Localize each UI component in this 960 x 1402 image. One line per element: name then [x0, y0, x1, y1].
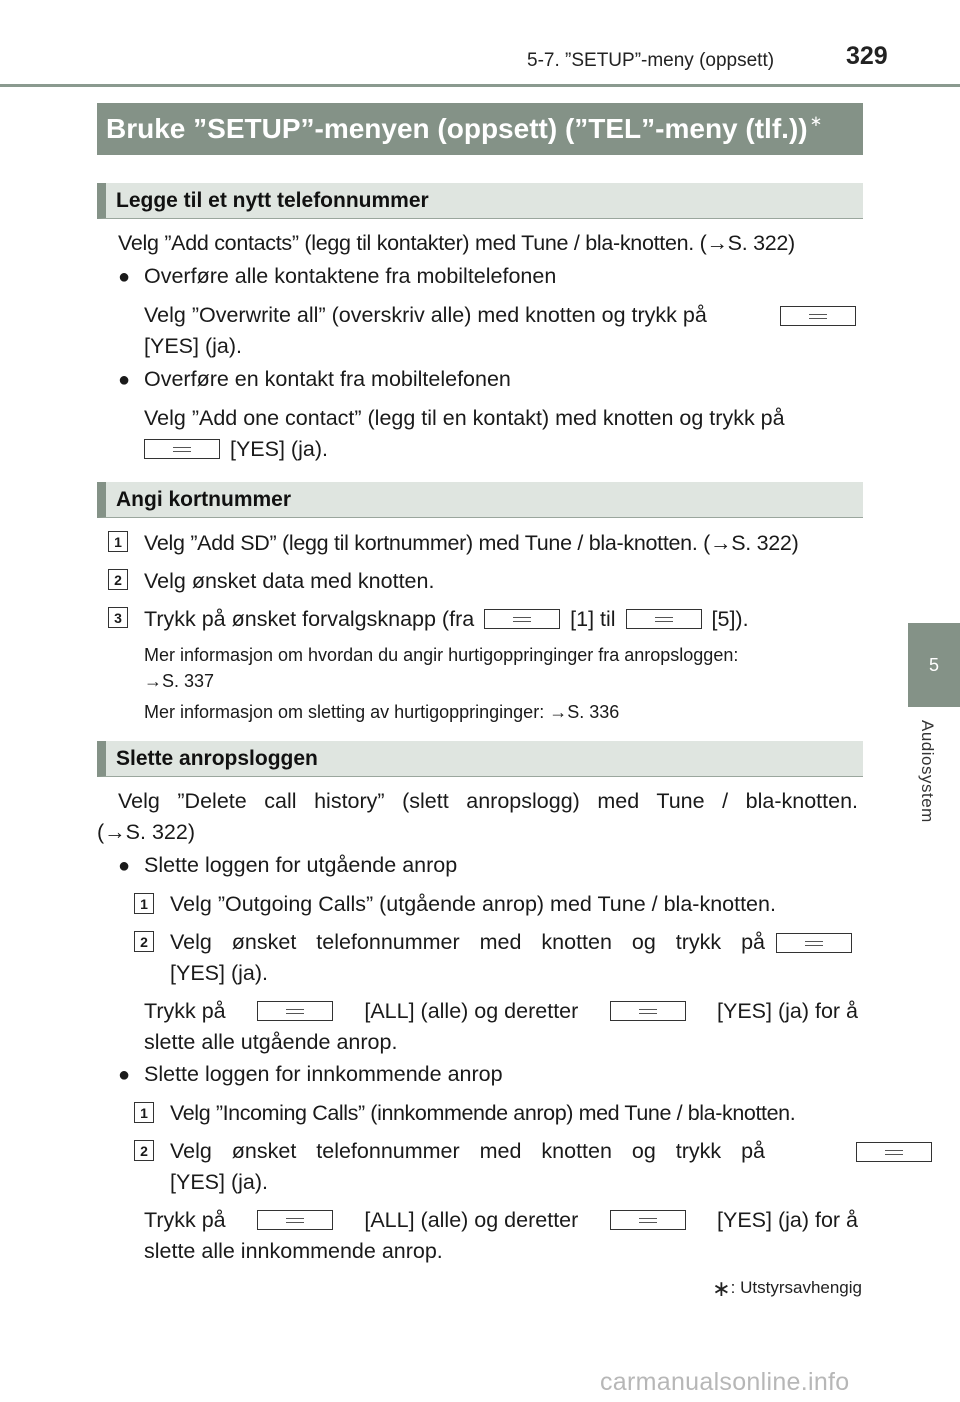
bullet-transfer-all-title: Overføre alle kontaktene fra mobiltelefonen: [144, 264, 557, 288]
knob-press-button-icon: [257, 1210, 333, 1230]
speed-dial-step-1: Velg ”Add SD” (legg til kortnummer) med Tune / bla-knotten. (→S. 322): [144, 531, 799, 555]
footnote-marker: ∗: [712, 1276, 731, 1301]
heading-add-number: Legge til et nytt telefonnummer: [97, 183, 863, 219]
heading-delete-log: Slette anropsloggen: [97, 741, 863, 777]
add-number-intro: Velg ”Add contacts” (legg til kontakter) med Tune / bla-knotten. (→S. 322): [118, 231, 795, 255]
heading-speed-dial: Angi kortnummer: [97, 482, 863, 518]
outgoing-all-a: Trykk på: [144, 999, 226, 1023]
outgoing-step-2-line2: [YES] (ja).: [170, 961, 268, 985]
delete-log-intro-line2: (→S. 322): [97, 820, 195, 844]
footnote: [700, 1276, 862, 1302]
step-number: 1: [108, 531, 128, 552]
incoming-step-2-line1: Velg ønsket telefonnummer med knotten og trykk på: [170, 1139, 765, 1163]
step-number: 2: [134, 1140, 154, 1161]
knob-press-button-icon: [610, 1210, 686, 1230]
bullet-icon: ●: [118, 369, 131, 391]
step-number: 2: [134, 931, 154, 952]
step3-after: [5]).: [711, 607, 749, 631]
note-delete-speed-dial: Mer informasjon om sletting av hurtigoppringinger: →S. 336: [144, 702, 620, 722]
transfer-one-line1: Velg ”Add one contact” (legg til en kontakt) med knotten og trykk på: [144, 406, 785, 430]
chapter-label: Audiosystem: [918, 720, 937, 823]
outgoing-step-1: Velg ”Outgoing Calls” (utgående anrop) med Tune / bla-knotten.: [170, 892, 776, 916]
knob-press-button-icon: [257, 1001, 333, 1021]
knob-press-button-icon: [610, 1001, 686, 1021]
outgoing-step-2-line1: Velg ønsket telefonnummer med knotten og trykk på: [170, 930, 765, 954]
transfer-all-line1: [144, 300, 858, 330]
incoming-step-2-line2: [YES] (ja).: [170, 1170, 268, 1194]
knob-press-button-icon: [856, 1142, 932, 1162]
step3-before: Trykk på ønsket forvalgsknapp (fra: [144, 607, 475, 631]
outgoing-delete-all-line2: slette alle utgående anrop.: [144, 1030, 398, 1054]
incoming-all-c: [YES] (ja) for å: [717, 1208, 858, 1232]
incoming-delete-all-line2: slette alle innkommende anrop.: [144, 1239, 443, 1263]
bullet-outgoing-title: Slette loggen for utgående anrop: [144, 853, 458, 877]
bullet-icon: ●: [118, 266, 131, 288]
knob-press-button-icon: [776, 933, 852, 953]
transfer-one-line2: [144, 434, 328, 464]
incoming-all-a: Trykk på: [144, 1208, 226, 1232]
outgoing-all-c: [YES] (ja) for å: [717, 999, 858, 1023]
outgoing-delete-all-line1: [144, 996, 858, 1026]
step-number: 3: [108, 607, 128, 628]
chapter-number: 5: [928, 654, 939, 675]
bullet-transfer-one-title: Overføre en kontakt fra mobiltelefonen: [144, 367, 511, 391]
page-title-text: Bruke ”SETUP”-menyen (oppsett) (”TEL”-meny (tlf.)): [106, 113, 808, 144]
outgoing-all-b: [ALL] (alle) og deretter: [364, 999, 579, 1023]
footnote-text: : Utstyrsavhengig: [730, 1278, 862, 1297]
preset-button-icon: [626, 609, 702, 629]
knob-press-button-icon: [144, 439, 220, 459]
step-number: 1: [134, 1102, 154, 1123]
page-number: 329: [846, 42, 888, 70]
bullet-icon: ●: [118, 1064, 131, 1086]
chapter-tab[interactable]: [908, 623, 960, 707]
speed-dial-step-2: Velg ønsket data med knotten.: [144, 569, 435, 593]
header-divider: [0, 84, 960, 87]
step-number: 2: [108, 569, 128, 590]
step-number: 1: [134, 893, 154, 914]
bullet-incoming-title: Slette loggen for innkommende anrop: [144, 1062, 503, 1086]
incoming-delete-all-line1: [144, 1205, 858, 1235]
speed-dial-step-3: [144, 604, 749, 634]
transfer-one-yes: [YES] (ja).: [229, 437, 328, 461]
incoming-step-1: Velg ”Incoming Calls” (innkommende anrop) med Tune / bla-knotten.: [170, 1101, 796, 1125]
bullet-icon: ●: [118, 855, 131, 877]
preset-button-icon: [484, 609, 560, 629]
section-breadcrumb: 5-7. ”SETUP”-meny (oppsett): [527, 50, 775, 71]
incoming-all-b: [ALL] (alle) og deretter: [364, 1208, 579, 1232]
knob-press-button-icon: [780, 306, 856, 326]
note-speed-dial-from-log-line1: Mer informasjon om hvordan du angir hurtigoppringinger fra anropsloggen:: [144, 645, 739, 665]
step3-mid: [1] til: [570, 607, 616, 631]
watermark: carmanualsonline.info: [600, 1368, 850, 1396]
delete-log-intro-line1: Velg ”Delete call history” (slett anropslogg) med Tune / bla-knotten.: [118, 789, 858, 813]
transfer-all-line2: [YES] (ja).: [144, 334, 242, 358]
title-footnote-marker: ∗: [809, 113, 823, 130]
transfer-all-text: Velg ”Overwrite all” (overskriv alle) med knotten og trykk på: [144, 303, 707, 327]
page-title: [97, 103, 863, 155]
note-speed-dial-from-log-line2: →S. 337: [144, 671, 215, 691]
